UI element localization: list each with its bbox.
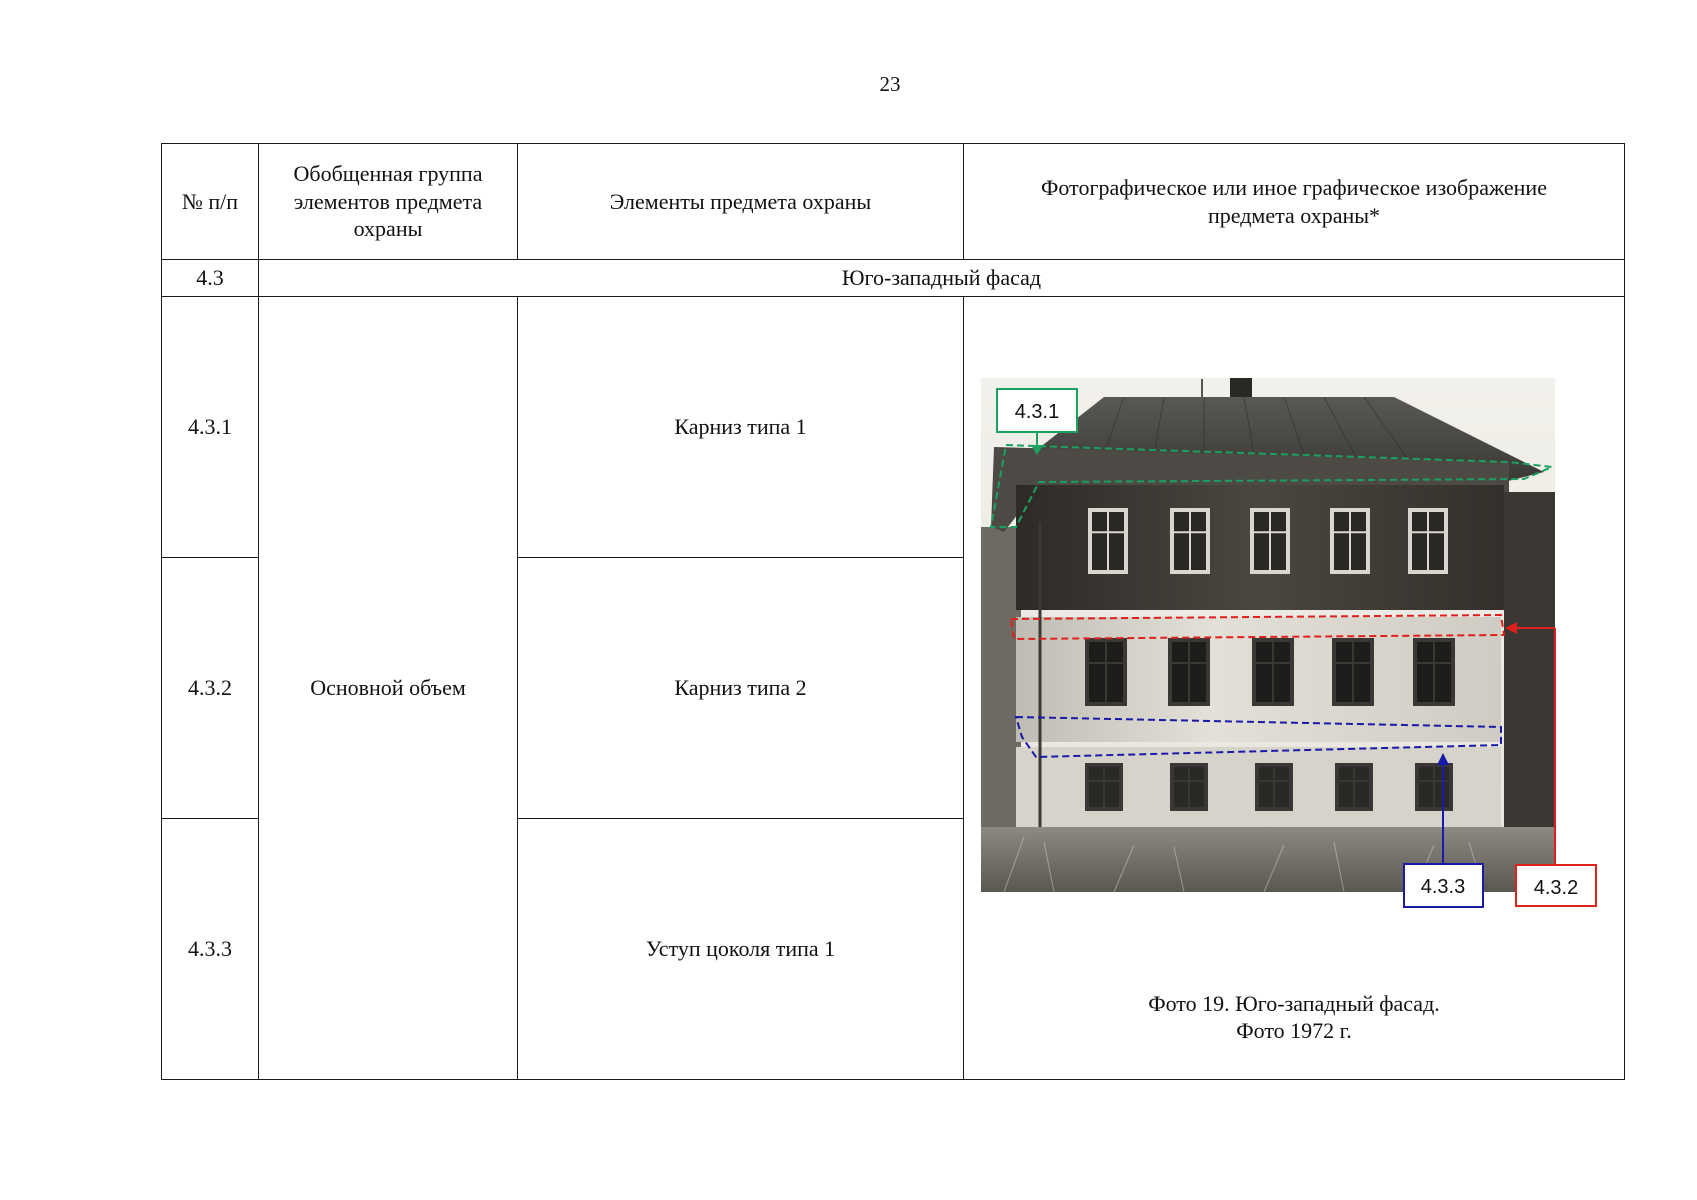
header-image: Фотографическое или иное графическое изображение предмета охраны* bbox=[964, 144, 1625, 260]
photo-frame bbox=[964, 297, 1624, 1079]
row-element: Карниз типа 1 bbox=[518, 296, 964, 557]
section-row bbox=[162, 260, 1625, 297]
caption-line-2: Фото 1972 г. bbox=[1236, 1018, 1352, 1043]
page-number: 23 bbox=[879, 72, 901, 96]
facade-photo bbox=[964, 297, 1624, 1079]
table-header-row bbox=[162, 144, 1625, 260]
header-num: № п/п bbox=[162, 144, 259, 260]
row-num: 4.3.3 bbox=[162, 818, 259, 1079]
header-elements: Элементы предмета охраны bbox=[518, 144, 964, 260]
callout-label: 4.3.3 bbox=[1420, 875, 1466, 898]
callout-label: 4.3.1 bbox=[1014, 400, 1060, 423]
row-num: 4.3.1 bbox=[162, 296, 259, 557]
caption-line-1: Фото 19. Юго-западный фасад. bbox=[1148, 990, 1440, 1016]
header-group: Обобщенная группа элементов предмета охраны bbox=[259, 144, 518, 260]
photo-caption bbox=[964, 990, 1624, 1045]
callout-label: 4.3.2 bbox=[1533, 876, 1579, 899]
section-title: Юго-западный фасад bbox=[259, 260, 1625, 297]
protection-elements-table bbox=[161, 143, 1625, 1080]
section-num: 4.3 bbox=[162, 260, 259, 297]
row-element: Уступ цоколя типа 1 bbox=[518, 818, 964, 1079]
chimney bbox=[1230, 378, 1252, 400]
photo-cell bbox=[964, 296, 1625, 1079]
row-element: Карниз типа 2 bbox=[518, 557, 964, 818]
row-num: 4.3.2 bbox=[162, 557, 259, 818]
group-name: Основной объем bbox=[259, 296, 518, 1079]
table-row bbox=[162, 296, 1625, 557]
